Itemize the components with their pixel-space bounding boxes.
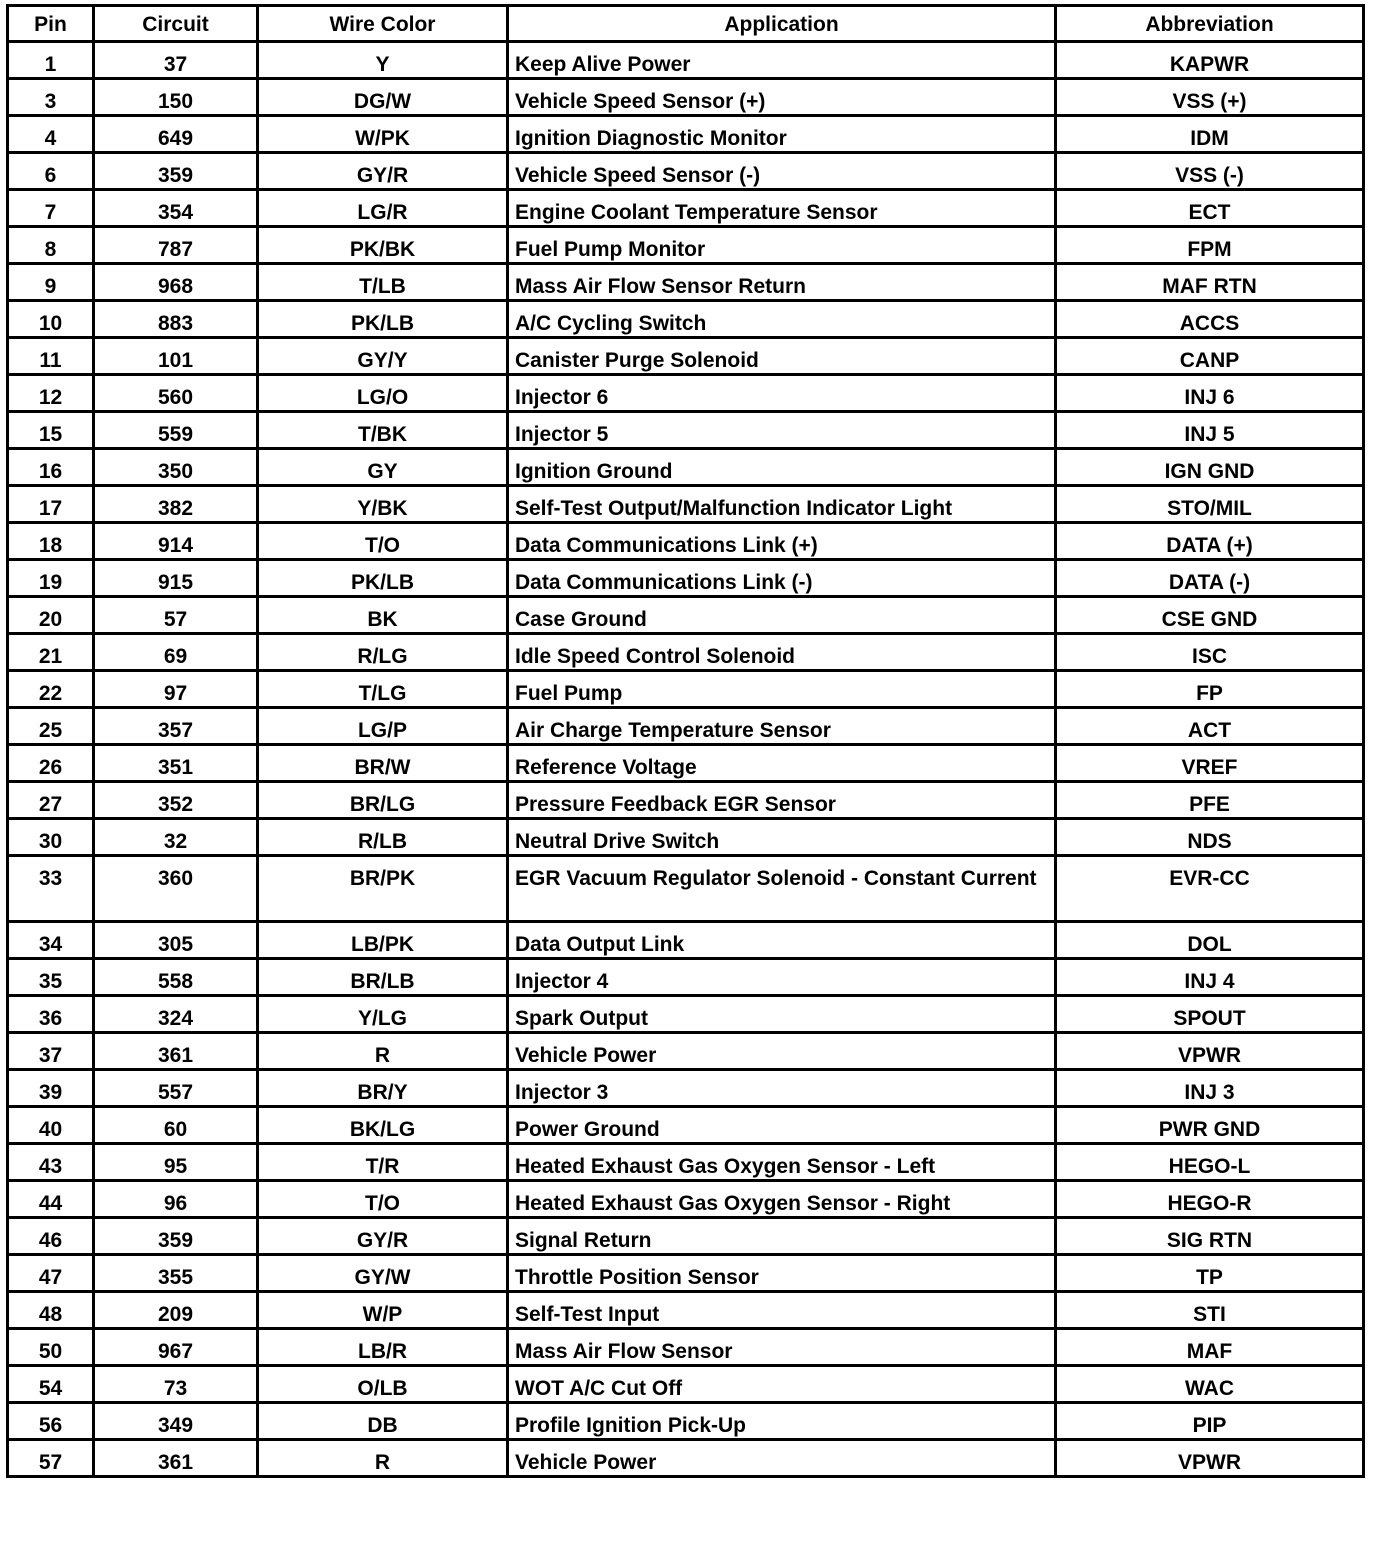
cell-pin: 9 [8, 264, 94, 301]
cell-application: Engine Coolant Temperature Sensor [508, 190, 1056, 227]
cell-pin: 18 [8, 523, 94, 560]
table-row [8, 375, 1364, 412]
cell-application: Data Communications Link (-) [508, 560, 1056, 597]
header-pin: Pin [8, 6, 94, 42]
cell-pin: 8 [8, 227, 94, 264]
cell-wire-color: DG/W [258, 79, 508, 116]
cell-application: EGR Vacuum Regulator Solenoid - Constant Current [508, 856, 1056, 922]
table-row [8, 264, 1364, 301]
table-row [8, 116, 1364, 153]
cell-wire-color: PK/BK [258, 227, 508, 264]
table-row [8, 671, 1364, 708]
cell-circuit: 95 [94, 1144, 258, 1181]
cell-abbreviation: PIP [1056, 1403, 1364, 1440]
cell-pin: 4 [8, 116, 94, 153]
cell-application: Neutral Drive Switch [508, 819, 1056, 856]
cell-pin: 30 [8, 819, 94, 856]
table-row [8, 227, 1364, 264]
cell-application: Heated Exhaust Gas Oxygen Sensor - Left [508, 1144, 1056, 1181]
cell-circuit: 349 [94, 1403, 258, 1440]
cell-abbreviation: ECT [1056, 190, 1364, 227]
table-row [8, 1107, 1364, 1144]
cell-abbreviation: HEGO-L [1056, 1144, 1364, 1181]
table-row [8, 922, 1364, 959]
table-row [8, 1255, 1364, 1292]
cell-abbreviation: VREF [1056, 745, 1364, 782]
cell-abbreviation: STI [1056, 1292, 1364, 1329]
table-row [8, 523, 1364, 560]
cell-circuit: 360 [94, 856, 258, 922]
cell-application: Heated Exhaust Gas Oxygen Sensor - Right [508, 1181, 1056, 1218]
table-row [8, 1292, 1364, 1329]
cell-abbreviation: MAF RTN [1056, 264, 1364, 301]
cell-circuit: 97 [94, 671, 258, 708]
cell-abbreviation: MAF [1056, 1329, 1364, 1366]
cell-abbreviation: IDM [1056, 116, 1364, 153]
cell-circuit: 209 [94, 1292, 258, 1329]
cell-pin: 56 [8, 1403, 94, 1440]
cell-application: Injector 3 [508, 1070, 1056, 1107]
cell-pin: 22 [8, 671, 94, 708]
header-row [8, 6, 1364, 42]
cell-circuit: 354 [94, 190, 258, 227]
table-row [8, 486, 1364, 523]
table-row [8, 819, 1364, 856]
cell-circuit: 101 [94, 338, 258, 375]
cell-application: Vehicle Power [508, 1440, 1056, 1477]
cell-abbreviation: CSE GND [1056, 597, 1364, 634]
table-row [8, 1366, 1364, 1403]
cell-pin: 44 [8, 1181, 94, 1218]
cell-pin: 27 [8, 782, 94, 819]
pinout-table [6, 4, 1365, 1478]
cell-wire-color: T/LB [258, 264, 508, 301]
cell-abbreviation: INJ 4 [1056, 959, 1364, 996]
cell-application: Injector 5 [508, 412, 1056, 449]
cell-circuit: 649 [94, 116, 258, 153]
table-row [8, 1033, 1364, 1070]
table-row [8, 1218, 1364, 1255]
table-row [8, 1403, 1364, 1440]
table-row [8, 338, 1364, 375]
cell-abbreviation: EVR-CC [1056, 856, 1364, 922]
table-header [8, 6, 1364, 42]
cell-application: Keep Alive Power [508, 42, 1056, 79]
cell-circuit: 351 [94, 745, 258, 782]
cell-abbreviation: ISC [1056, 634, 1364, 671]
cell-abbreviation: SPOUT [1056, 996, 1364, 1033]
cell-pin: 25 [8, 708, 94, 745]
cell-abbreviation: DATA (-) [1056, 560, 1364, 597]
cell-abbreviation: HEGO-R [1056, 1181, 1364, 1218]
cell-pin: 48 [8, 1292, 94, 1329]
cell-abbreviation: WAC [1056, 1366, 1364, 1403]
cell-application: Spark Output [508, 996, 1056, 1033]
cell-wire-color: R/LG [258, 634, 508, 671]
table-row [8, 190, 1364, 227]
cell-wire-color: GY/R [258, 1218, 508, 1255]
cell-wire-color: BR/LG [258, 782, 508, 819]
cell-pin: 46 [8, 1218, 94, 1255]
table-row [8, 856, 1364, 922]
cell-circuit: 305 [94, 922, 258, 959]
cell-wire-color: BK/LG [258, 1107, 508, 1144]
cell-wire-color: Y [258, 42, 508, 79]
cell-pin: 36 [8, 996, 94, 1033]
cell-application: Vehicle Speed Sensor (+) [508, 79, 1056, 116]
cell-circuit: 355 [94, 1255, 258, 1292]
cell-circuit: 914 [94, 523, 258, 560]
cell-pin: 21 [8, 634, 94, 671]
cell-circuit: 557 [94, 1070, 258, 1107]
cell-pin: 12 [8, 375, 94, 412]
cell-abbreviation: TP [1056, 1255, 1364, 1292]
cell-application: Power Ground [508, 1107, 1056, 1144]
table-row [8, 560, 1364, 597]
cell-pin: 33 [8, 856, 94, 922]
cell-pin: 26 [8, 745, 94, 782]
cell-pin: 6 [8, 153, 94, 190]
cell-pin: 43 [8, 1144, 94, 1181]
cell-application: WOT A/C Cut Off [508, 1366, 1056, 1403]
cell-circuit: 352 [94, 782, 258, 819]
cell-circuit: 883 [94, 301, 258, 338]
cell-abbreviation: VSS (-) [1056, 153, 1364, 190]
cell-pin: 37 [8, 1033, 94, 1070]
cell-abbreviation: PWR GND [1056, 1107, 1364, 1144]
cell-wire-color: BR/LB [258, 959, 508, 996]
cell-wire-color: LG/P [258, 708, 508, 745]
table-row [8, 634, 1364, 671]
cell-application: Self-Test Input [508, 1292, 1056, 1329]
cell-application: Vehicle Power [508, 1033, 1056, 1070]
cell-application: Canister Purge Solenoid [508, 338, 1056, 375]
cell-pin: 10 [8, 301, 94, 338]
cell-pin: 54 [8, 1366, 94, 1403]
cell-wire-color: T/O [258, 1181, 508, 1218]
cell-pin: 7 [8, 190, 94, 227]
cell-application: Idle Speed Control Solenoid [508, 634, 1056, 671]
cell-circuit: 69 [94, 634, 258, 671]
cell-circuit: 32 [94, 819, 258, 856]
cell-wire-color: R/LB [258, 819, 508, 856]
cell-application: Self-Test Output/Malfunction Indicator Light [508, 486, 1056, 523]
cell-circuit: 359 [94, 1218, 258, 1255]
cell-pin: 3 [8, 79, 94, 116]
cell-wire-color: Y/LG [258, 996, 508, 1033]
cell-application: Data Output Link [508, 922, 1056, 959]
cell-pin: 20 [8, 597, 94, 634]
cell-application: Injector 4 [508, 959, 1056, 996]
cell-abbreviation: INJ 3 [1056, 1070, 1364, 1107]
cell-pin: 19 [8, 560, 94, 597]
cell-wire-color: R [258, 1033, 508, 1070]
cell-application: Fuel Pump [508, 671, 1056, 708]
cell-pin: 35 [8, 959, 94, 996]
cell-circuit: 359 [94, 153, 258, 190]
cell-pin: 1 [8, 42, 94, 79]
cell-circuit: 915 [94, 560, 258, 597]
cell-application: Vehicle Speed Sensor (-) [508, 153, 1056, 190]
cell-wire-color: R [258, 1440, 508, 1477]
table-row [8, 449, 1364, 486]
table-row [8, 959, 1364, 996]
cell-pin: 39 [8, 1070, 94, 1107]
table-row [8, 708, 1364, 745]
cell-application: Ignition Diagnostic Monitor [508, 116, 1056, 153]
cell-wire-color: GY [258, 449, 508, 486]
cell-abbreviation: SIG RTN [1056, 1218, 1364, 1255]
cell-circuit: 150 [94, 79, 258, 116]
cell-abbreviation: FP [1056, 671, 1364, 708]
table-row [8, 782, 1364, 819]
table-row [8, 996, 1364, 1033]
cell-pin: 15 [8, 412, 94, 449]
cell-pin: 40 [8, 1107, 94, 1144]
table-row [8, 301, 1364, 338]
cell-wire-color: PK/LB [258, 560, 508, 597]
cell-wire-color: LB/PK [258, 922, 508, 959]
cell-abbreviation: ACT [1056, 708, 1364, 745]
table-row [8, 79, 1364, 116]
cell-circuit: 357 [94, 708, 258, 745]
table-row [8, 1329, 1364, 1366]
cell-circuit: 96 [94, 1181, 258, 1218]
cell-application: Reference Voltage [508, 745, 1056, 782]
table-row [8, 1070, 1364, 1107]
cell-circuit: 37 [94, 42, 258, 79]
cell-wire-color: Y/BK [258, 486, 508, 523]
cell-application: Profile Ignition Pick-Up [508, 1403, 1056, 1440]
cell-circuit: 967 [94, 1329, 258, 1366]
cell-application: Mass Air Flow Sensor [508, 1329, 1056, 1366]
cell-circuit: 559 [94, 412, 258, 449]
cell-abbreviation: VPWR [1056, 1440, 1364, 1477]
cell-circuit: 60 [94, 1107, 258, 1144]
cell-wire-color: GY/W [258, 1255, 508, 1292]
cell-application: Case Ground [508, 597, 1056, 634]
cell-abbreviation: CANP [1056, 338, 1364, 375]
cell-application: Pressure Feedback EGR Sensor [508, 782, 1056, 819]
cell-circuit: 324 [94, 996, 258, 1033]
cell-application: Data Communications Link (+) [508, 523, 1056, 560]
cell-wire-color: BR/Y [258, 1070, 508, 1107]
cell-wire-color: GY/Y [258, 338, 508, 375]
cell-pin: 50 [8, 1329, 94, 1366]
cell-circuit: 382 [94, 486, 258, 523]
cell-application: Injector 6 [508, 375, 1056, 412]
table-row [8, 597, 1364, 634]
cell-wire-color: LG/O [258, 375, 508, 412]
cell-circuit: 560 [94, 375, 258, 412]
table-body [8, 42, 1364, 1477]
cell-circuit: 73 [94, 1366, 258, 1403]
cell-wire-color: T/R [258, 1144, 508, 1181]
cell-wire-color: O/LB [258, 1366, 508, 1403]
cell-abbreviation: FPM [1056, 227, 1364, 264]
cell-application: Throttle Position Sensor [508, 1255, 1056, 1292]
cell-wire-color: GY/R [258, 153, 508, 190]
cell-wire-color: BK [258, 597, 508, 634]
cell-abbreviation: ACCS [1056, 301, 1364, 338]
cell-abbreviation: KAPWR [1056, 42, 1364, 79]
cell-circuit: 57 [94, 597, 258, 634]
cell-abbreviation: VPWR [1056, 1033, 1364, 1070]
cell-circuit: 787 [94, 227, 258, 264]
cell-abbreviation: STO/MIL [1056, 486, 1364, 523]
cell-abbreviation: DATA (+) [1056, 523, 1364, 560]
cell-circuit: 361 [94, 1440, 258, 1477]
table-row [8, 745, 1364, 782]
cell-pin: 11 [8, 338, 94, 375]
cell-circuit: 558 [94, 959, 258, 996]
table-row [8, 1440, 1364, 1477]
cell-abbreviation: DOL [1056, 922, 1364, 959]
cell-pin: 47 [8, 1255, 94, 1292]
cell-wire-color: W/PK [258, 116, 508, 153]
cell-pin: 34 [8, 922, 94, 959]
cell-wire-color: PK/LB [258, 301, 508, 338]
cell-wire-color: DB [258, 1403, 508, 1440]
cell-circuit: 361 [94, 1033, 258, 1070]
cell-application: Ignition Ground [508, 449, 1056, 486]
cell-application: Signal Return [508, 1218, 1056, 1255]
header-wire-color: Wire Color [258, 6, 508, 42]
cell-wire-color: T/LG [258, 671, 508, 708]
cell-circuit: 350 [94, 449, 258, 486]
cell-abbreviation: IGN GND [1056, 449, 1364, 486]
cell-abbreviation: VSS (+) [1056, 79, 1364, 116]
cell-abbreviation: NDS [1056, 819, 1364, 856]
cell-application: A/C Cycling Switch [508, 301, 1056, 338]
cell-abbreviation: INJ 6 [1056, 375, 1364, 412]
cell-wire-color: LG/R [258, 190, 508, 227]
cell-wire-color: BR/PK [258, 856, 508, 922]
header-abbreviation: Abbreviation [1056, 6, 1364, 42]
cell-pin: 17 [8, 486, 94, 523]
cell-wire-color: W/P [258, 1292, 508, 1329]
cell-application: Fuel Pump Monitor [508, 227, 1056, 264]
cell-wire-color: T/O [258, 523, 508, 560]
table-row [8, 1144, 1364, 1181]
table-row [8, 42, 1364, 79]
cell-application: Mass Air Flow Sensor Return [508, 264, 1056, 301]
header-circuit: Circuit [94, 6, 258, 42]
table-row [8, 153, 1364, 190]
cell-application: Air Charge Temperature Sensor [508, 708, 1056, 745]
table-row [8, 412, 1364, 449]
cell-pin: 16 [8, 449, 94, 486]
cell-pin: 57 [8, 1440, 94, 1477]
cell-wire-color: BR/W [258, 745, 508, 782]
cell-circuit: 968 [94, 264, 258, 301]
cell-wire-color: T/BK [258, 412, 508, 449]
cell-abbreviation: INJ 5 [1056, 412, 1364, 449]
table-row [8, 1181, 1364, 1218]
cell-abbreviation: PFE [1056, 782, 1364, 819]
cell-wire-color: LB/R [258, 1329, 508, 1366]
header-application: Application [508, 6, 1056, 42]
